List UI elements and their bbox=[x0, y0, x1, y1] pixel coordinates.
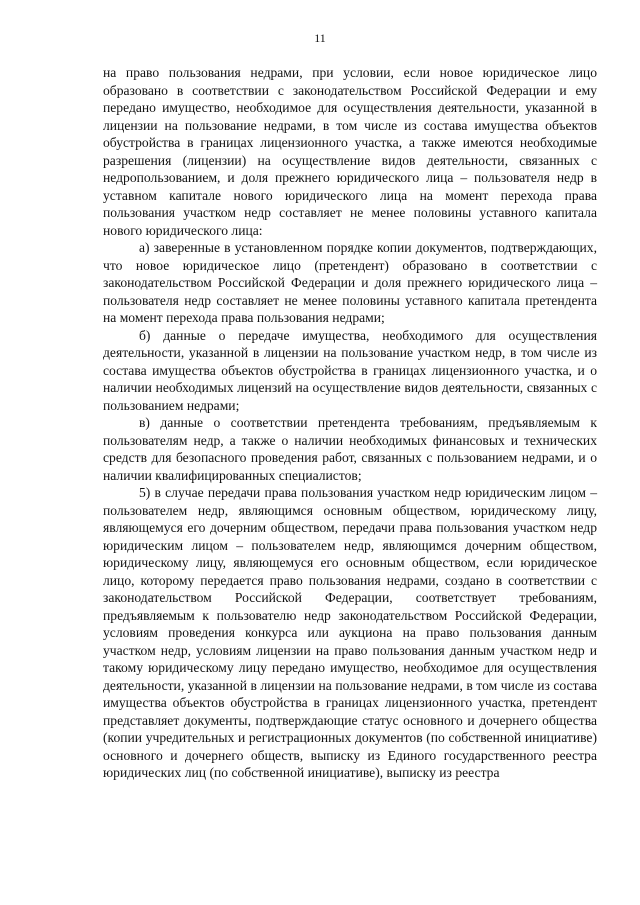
paragraph-continuation: на право пользования недрами, при условии, если новое юридическое лицо образовано в соответствии с законодательством Российской Федерации и ему передано имущество, необходимое для осуществления деятельности, указанной в лицензии на пользование недрами, в том числе из состава имущества объектов обустройства в границах лицензионного участка, а также имеются необходимые разрешения (лицензии) на осуществление видов деятельности, связанных с недропользованием, и доля прежнего юридического лица – пользователя недр в уставном капитале нового юридического лица на момент перехода права пользования участком недр составляет не менее половины уставного капитала нового юридического лица: bbox=[103, 65, 597, 238]
page-number: 11 bbox=[314, 31, 326, 45]
paragraph-item-b: б) данные о передаче имущества, необходимого для осуществления деятельности, указанной в лицензии на пользование участком недр, в том числе из состава имущества объектов обустройства в границах лицензионного участка, и о наличии необходимых лицензий на осуществление видов деятельности, связанных с пользованием недрами; bbox=[103, 327, 597, 413]
paragraph-item-a: а) заверенные в установленном порядке копии документов, подтверждающих, что новое юридическое лицо (претендент) образовано в соответствии с законодательством Российской Федерации и доля прежнего юридического лица – пользователя недр составляет не менее половины уставного капитала претендента на момент перехода права пользования недрами; bbox=[103, 240, 597, 325]
document-body bbox=[103, 64, 597, 782]
paragraph-item-5: 5) в случае передачи права пользования участком недр юридическим лицом – пользователем недр, являющимся основным обществом, юридическому лицу, являющемуся его дочерним обществом, передачи права пользования участком недр юридическим лицом – пользователем недр, являющимся дочерним обществом, юридическому лицу, являющемуся его основным обществом, если юридическое лицо, которому передается право пользования недрами, создано в соответствии с законодательством Российской Федерации, соответствует требованиям, предъявляемым к пользователю недр законодательством Российской Федерации, условиям проведения конкурса или аукциона на право пользования данным участком недр, условиям лицензии на право пользования данным участком недр и такому юридическому лицу передано имущество, необходимое для осуществления деятельности, указанной в лицензии на пользование недрами, в том числе из состава имущества объектов обустройства в границах лицензионного участка, претендент представляет документы, подтверждающие статус основного и дочернего общества (копии учредительных и регистрационных документов (по собственной инициативе) основного и дочернего обществ, выписку из Единого государственного реестра юридических лиц (по собственной инициативе), выписку из реестра bbox=[103, 485, 597, 780]
paragraph-item-v: в) данные о соответствии претендента требованиям, предъявляемым к пользователям недр, а также о наличии необходимых финансовых и технических средств для безопасного проведения работ, связанных с пользованием недрами, и о наличии квалифицированных специалистов; bbox=[103, 415, 597, 483]
